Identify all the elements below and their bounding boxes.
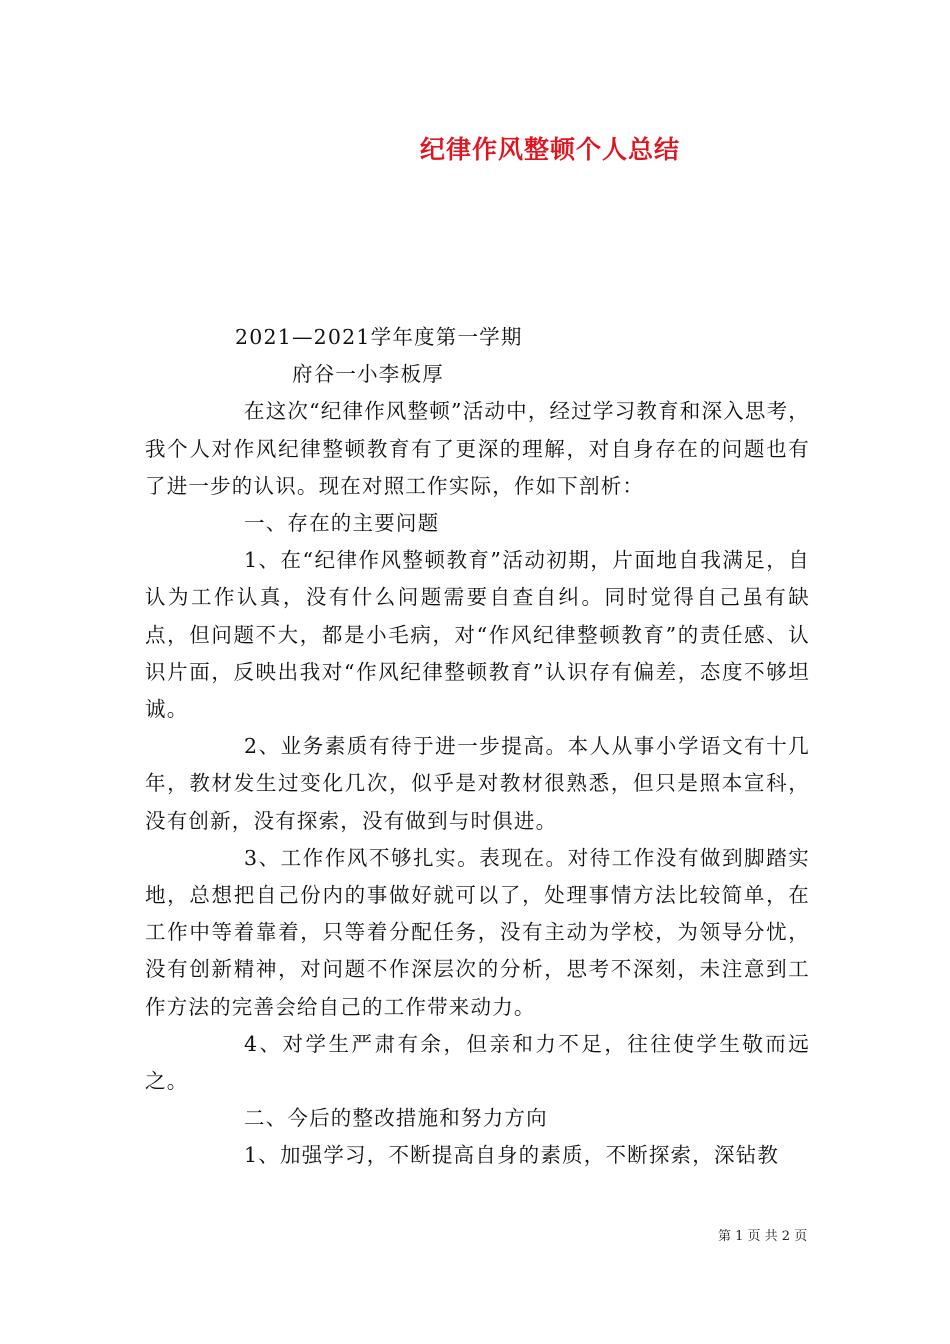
section-heading-measures: 二、今后的整改措施和努力方向: [244, 1106, 548, 1131]
section-heading-problems: 一、存在的主要问题: [244, 511, 440, 536]
problem-paragraph-1: 1、在“纪律作风整顿教育”活动初期，片面地自我满足，自认为工作认真，没有什么问题需要自查自纠。同时觉得自己虽有缺点，但问题不大，都是小毛病，对“作风纪律整顿教育”的责任感、认识片面，反映出我对“作风纪律整顿教育”认识存有偏差，态度不够坦诚。: [145, 548, 810, 722]
problem-paragraph-4: 4、对学生严肃有余，但亲和力不足，往往使学生敬而远之。: [145, 1031, 810, 1094]
intro-paragraph: 在这次“纪律作风整顿”活动中，经过学习教育和深入思考，我个人对作风纪律整顿教育有了更深的理解，对自身存在的问题也有了进一步的认识。现在对照工作实际，作如下剖析：: [145, 399, 810, 498]
document-title: 纪律作风整顿个人总结: [419, 135, 680, 164]
author-line: 府谷一小李板厚: [292, 362, 444, 387]
measure-paragraph-1: 1、加强学习，不断提高自身的素质，不断探索，深钻教: [244, 1143, 780, 1168]
document-body: [145, 319, 810, 1175]
problem-paragraph-2: 2、业务素质有待于进一步提高。本人从事小学语文有十几年，教材发生过变化几次，似乎是对教材很熟悉，但只是照本宣科，没有创新，没有探索，没有做到与时俱进。: [145, 734, 810, 833]
page-number-footer: 第 1 页 共 2 页: [718, 1229, 808, 1244]
term-line: 2021—2021学年度第一学期: [235, 325, 523, 349]
problem-paragraph-3: 3、工作作风不够扎实。表现在。对待工作没有做到脚踏实地，总想把自己份内的事做好就可以了，处理事情方法比较简单，在工作中等着靠着，只等着分配任务，没有主动为学校，为领导分忧，没有创新精神，对问题不作深层次的分析，思考不深刻，未注意到工作方法的完善会给自己的工作带来动力。: [145, 845, 810, 1019]
